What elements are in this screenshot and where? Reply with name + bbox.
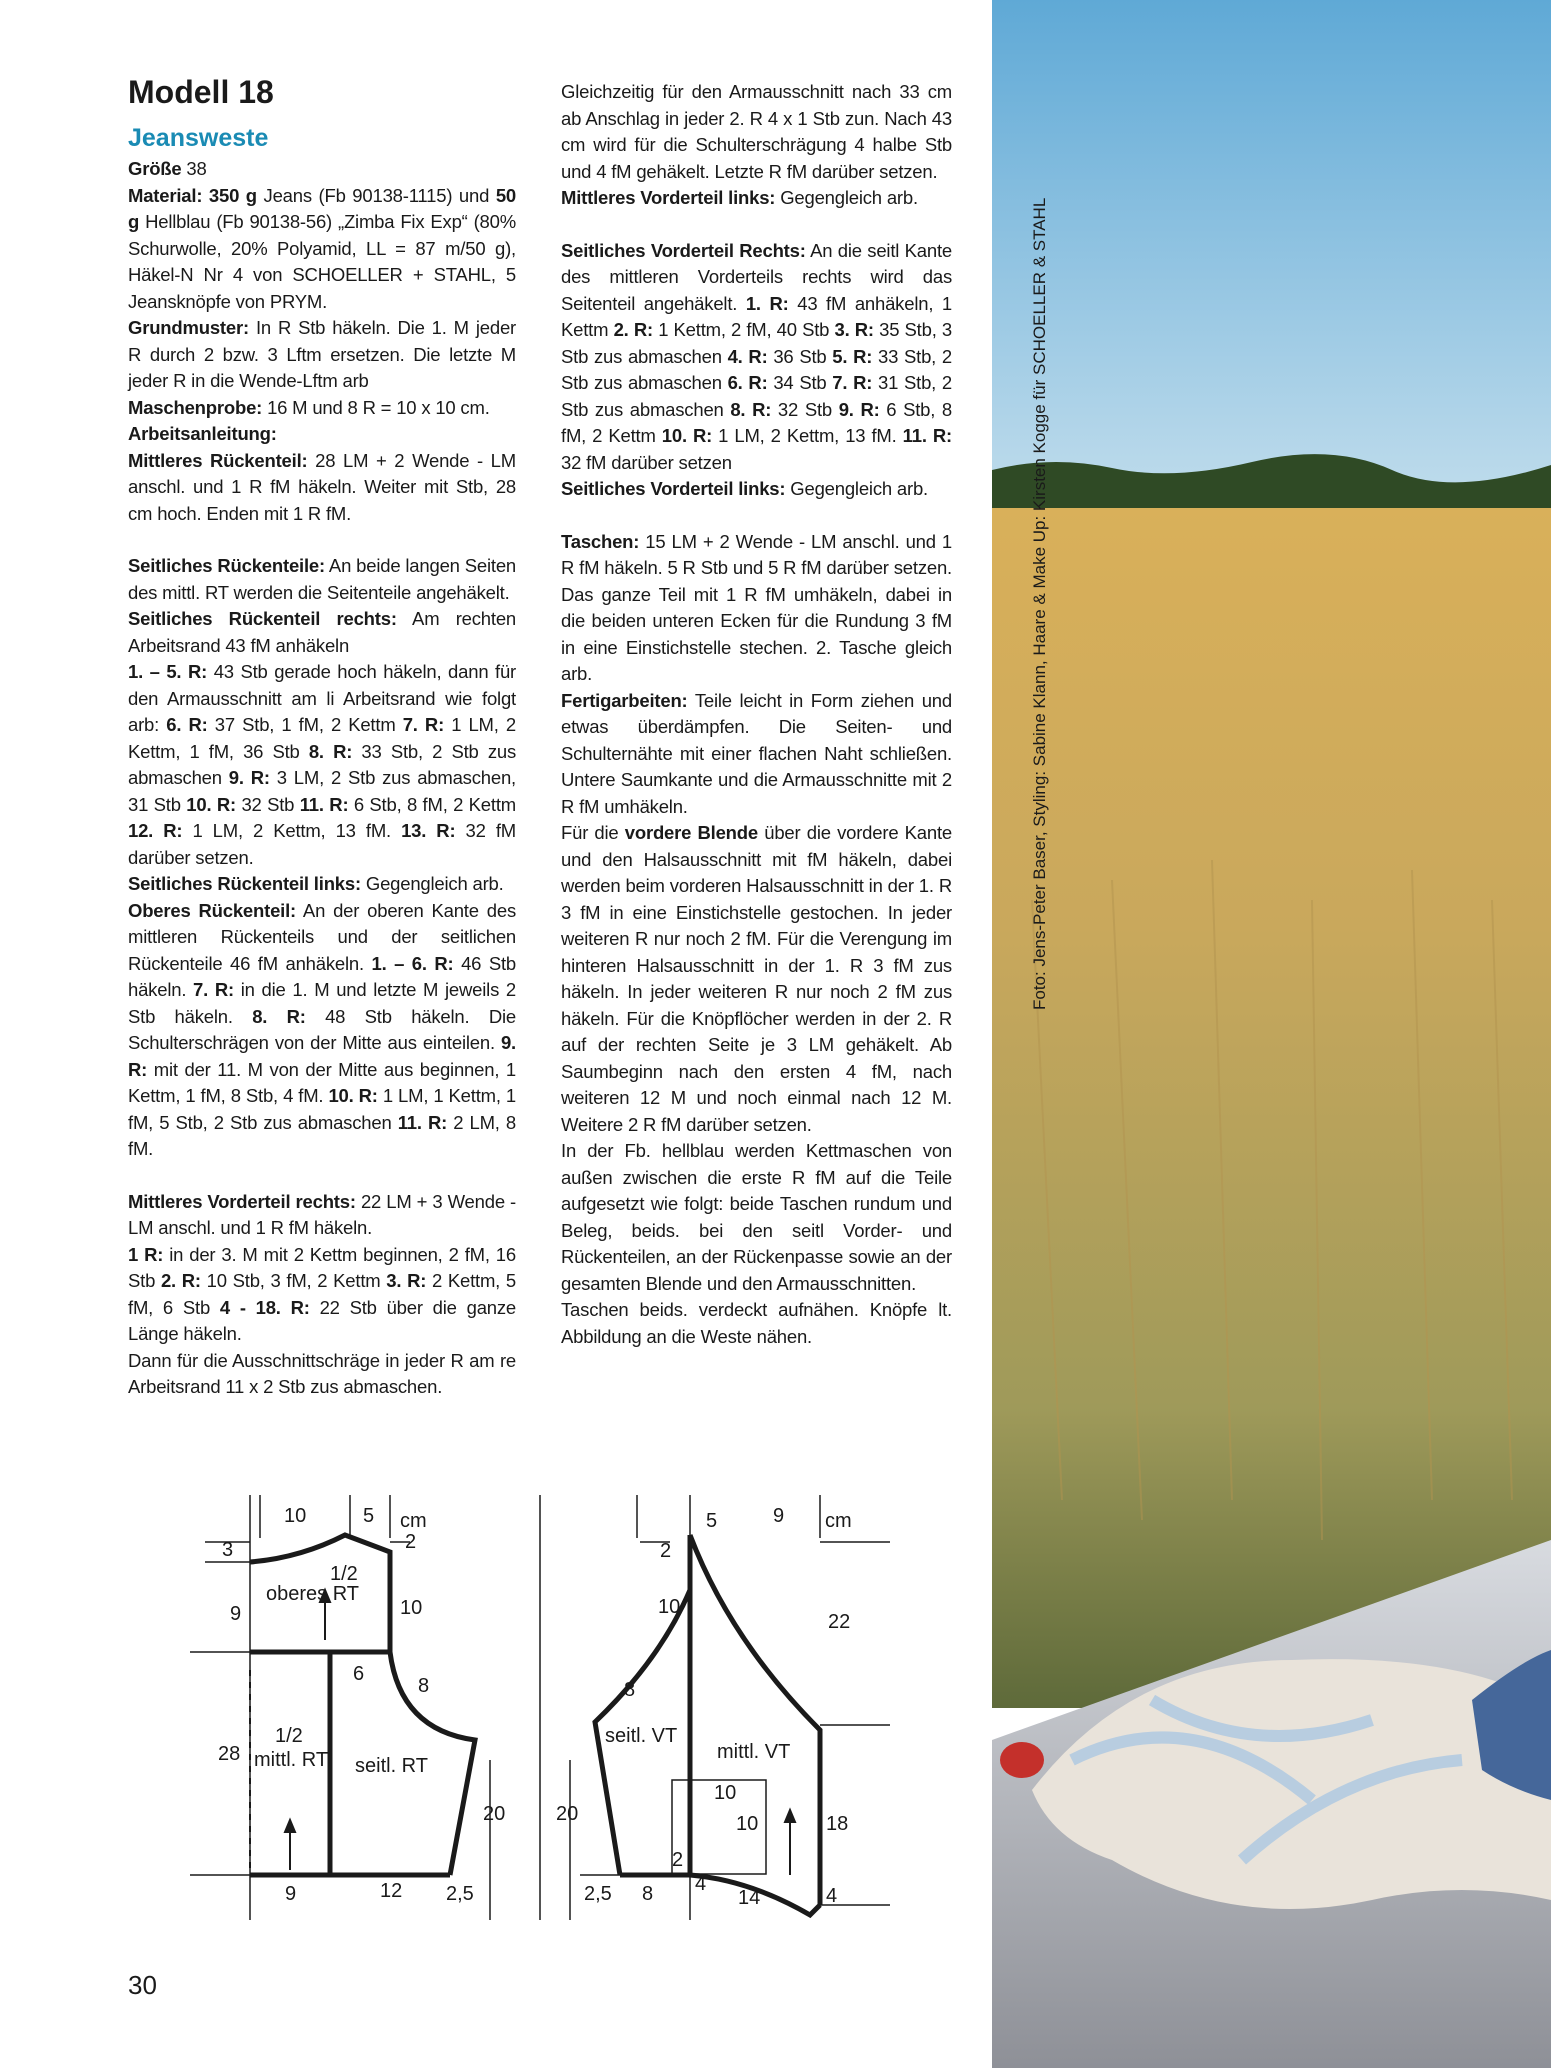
dim-cm-front: cm — [825, 1510, 852, 1532]
dim-9-back: 9 — [230, 1603, 242, 1625]
back-guide-lines — [190, 1495, 490, 1920]
paragraph-oberes-rueckenteil: Oberes Rückenteil: An der oberen Kante des mittleren Rückenteils und der seitlichen Rückenteile 46 fM anhäkeln. 1. – 6. R: 46 Stb häkeln. 7. R: in die 1. M und letzte M jeweils 2 Stb häkeln. 8. R: 48 Stb häkeln. Die Schulterschrägen von der Mitte aus einteilen. 9. R: mit der 11. M von der Mitte aus beginnen, 1 Kettm, 1 fM, 8 Stb, 4 fM. 10. R: 1 LM, 1 Kettm, 1 fM, 5 Stb, 2 Stb zus abmaschen 11. R: 2 LM, 8 fM. — [128, 899, 517, 1159]
label-mittl-vt: mittl. VT — [717, 1741, 791, 1763]
dim-4-pocket: 4 — [695, 1873, 707, 1895]
dim-28-back: 28 — [218, 1743, 241, 1765]
dim-12-bottom: 12 — [380, 1880, 403, 1902]
dim-8-back: 8 — [418, 1675, 430, 1697]
dim-2-back: 2 — [405, 1531, 417, 1553]
label-half-oberes: 1/2 — [330, 1563, 358, 1585]
model-title: Modell 18 — [128, 74, 274, 110]
dim-cm-back: cm — [400, 1510, 427, 1532]
paragraph-kettmaschen: In der Fb. hellblau werden Kettmaschen von außen zwischen die erste R fM auf die Teile aufgesetzt wie folgt: beide Taschen rundum und Beleg, beids. bei den seitl Vorder- und Rückenteilen, an der Rückenpasse sowie an der gesamten Blende und den Armausschnitten. — [561, 1140, 952, 1294]
label-mittl-rt: mittl. RT — [254, 1749, 329, 1771]
instructions-column-2 — [561, 79, 952, 1350]
dim-5-top: 5 — [363, 1505, 375, 1527]
paragraph-size: Größe 38 — [128, 158, 207, 179]
label-seitl-vt: seitl. VT — [605, 1725, 678, 1747]
dim-8-bottom-front: 8 — [642, 1883, 654, 1905]
label-oberes-rt: oberes RT — [266, 1583, 360, 1605]
dim-5-front: 5 — [706, 1510, 718, 1532]
paragraph-armausschnitt: Gleichzeitig für den Armausschnitt nach 33 cm ab Anschlag in jeder 2. R 4 x 1 Stb zun. Nach 43 cm wird für die Schulterschrägung 4 halbe Stb und 4 fM gehäkelt. Letzte R fM darüber setzen. — [561, 81, 952, 182]
paragraph-vorderteil-links: Mittleres Vorderteil links: Gegengleich arb. — [561, 187, 918, 208]
paragraph-rueckenteil-rechts: Seitliches Rückenteil rechts: Am rechten Arbeitsrand 43 fM anhäkeln — [128, 608, 516, 656]
label-seitl-rt: seitl. RT — [355, 1755, 428, 1777]
paragraph-taschen: Taschen: 15 LM + 2 Wende - LM anschl. und 1 R fM häkeln. 5 R Stb und 5 R fM darüber setzen. Das ganze Teil mit 1 R fM umhäkeln, dabei in die beiden unteren Ecken für die Rundung 3 fM in eine Einstichstelle stechen. 2. Tasche gleich arb. — [561, 530, 952, 684]
dim-2-5-front: 2,5 — [584, 1883, 612, 1905]
dim-14-bottom: 14 — [738, 1887, 761, 1909]
dim-10-pocket-h: 10 — [736, 1813, 759, 1835]
schematic-diagrams — [150, 1490, 890, 1930]
paragraph-seitliches-vorderteil-links: Seitliches Vorderteil links: Gegengleich arb. — [561, 478, 928, 499]
paragraph-vorderteil-rows: 1 R: in der 3. M mit 2 Kettm beginnen, 2 fM, 16 Stb 2. R: 10 Stb, 3 fM, 2 Kettm 3. R: 2 Kettm, 5 fM, 6 Stb 4 - 18. R: 22 Stb über die ganze Länge häkeln. — [128, 1243, 517, 1344]
front-guide-lines — [540, 1495, 890, 1920]
photo-wheat-field-sandal — [992, 0, 1551, 2068]
dim-10-pocket-w: 10 — [714, 1782, 737, 1804]
dim-9-front: 9 — [773, 1505, 785, 1527]
dim-2-pocket: 2 — [672, 1849, 684, 1871]
instructions-column-1 — [128, 156, 516, 1401]
grain-arrows-front — [785, 1810, 795, 1875]
paragraph-fertigarbeiten: Fertigarbeiten: Teile leicht in Form ziehen und etwas überdämpfen. Die Seiten- und Schulternähte mit einer flachen Naht schließen. Untere Saumkante und die Armausschnitte mit 2 R fM umhäkeln. — [561, 689, 952, 817]
paragraph-vordere-blende: Für die vordere Blende über die vordere Kante und den Halsausschnitt mit fM häkeln, dabei werden beim vorderen Halsausschnitt in der 1. R 3 fM in eine Einstichstelle gestochen. In jeder weiteren R nur noch 2 fM. Für die Verengung im hinteren Halsausschnitt in der 1. R 3 fM zus häkeln. In jeder weiteren R nur noch 2 fM zus häkeln. Für die Knöpflöcher werden in der 2. R auf der rechten Seite je 3 LM gehäkelt. Ab Saumbeginn nach den ersten 4 fM, nach weiteren 12 M und noch einmal nach 12 M. Weitere 2 R fM darüber setzen. — [561, 822, 953, 1135]
dim-20-front: 20 — [556, 1803, 579, 1825]
dim-22-front: 22 — [828, 1611, 851, 1633]
paragraph-seitliches-rueckenteile: Seitliches Rückenteile: An beide langen Seiten des mittl. RT werden die Seitenteile angehäkelt. — [128, 555, 516, 603]
paragraph-mittleres-rueckenteil: Mittleres Rückenteil: 28 LM + 2 Wende - LM anschl. und 1 R fM häkeln. Weiter mit Stb, 28 cm hoch. Enden mit 1 R fM. — [128, 449, 516, 524]
dim-6-back: 6 — [353, 1663, 365, 1685]
paragraph-rueckenteil-links: Seitliches Rückenteil links: Gegengleich arb. — [128, 873, 504, 894]
dim-10-top: 10 — [284, 1505, 307, 1527]
model-subtitle: Jeansweste — [128, 124, 269, 152]
dim-4-bottom: 4 — [826, 1885, 838, 1907]
page-number: 30 — [128, 1970, 157, 2000]
label-half-mittl: 1/2 — [275, 1725, 303, 1747]
paragraph-taschen-aufnaehen: Taschen beids. verdeckt aufnähen. Knöpfe lt. Abbildung an die Weste nähen. — [561, 1299, 952, 1347]
dim-2-front: 2 — [660, 1540, 672, 1562]
paragraph-ausschnittschraege: Dann für die Ausschnittschräge in jeder R am re Arbeitsrand 11 x 2 Stb zus abmaschen. — [128, 1349, 516, 1397]
dim-2-5-back: 2,5 — [446, 1883, 474, 1905]
paragraph-mittleres-vorderteil-rechts: Mittleres Vorderteil rechts: 22 LM + 3 Wende - LM anschl. und 1 R fM häkeln. — [128, 1190, 516, 1238]
paragraph-material: Material: 350 g Jeans (Fb 90138-1115) und 50 g Hellblau (Fb 90138-56) „Zimba Fix Exp“ (80% Schurwolle, 20% Polyamid, LL = 87 m/50 g), Häkel-N Nr 4 von SCHOELLER + STAHL, 5 Jeansknöpfe von PRYM. — [128, 184, 516, 312]
photo-credit: Foto: Jens-Peter Baser, Styling: Sabine Klann, Haare & Make Up: Kirsten Kogge für SCHOELLER & STAHL — [1030, 197, 1049, 1010]
paragraph-grundmuster: Grundmuster: In R Stb häkeln. Die 1. M jeder R durch 2 bzw. 3 Lftm ersetzen. Die letzte M jeder R in die Wende-Lftm arb — [128, 317, 516, 391]
paragraph-maschenprobe: Maschenprobe: 16 M und 8 R = 10 x 10 cm. — [128, 396, 490, 418]
paragraph-rueckenteil-rows: 1. – 5. R: 43 Stb gerade hoch häkeln, dann für den Armausschnitt am li Arbeitsrand wie folgt arb: 6. R: 37 Stb, 1 fM, 2 Kettm 7. R: 1 LM, 2 Kettm, 1 fM, 36 Stb 8. R: 33 Stb, 2 Stb zus abmaschen 9. R: 3 LM, 2 Stb zus abmaschen, 31 Stb 10. R: 32 Stb 11. R: 6 Stb, 8 fM, 2 Kettm 12. R: 1 LM, 2 Kettm, 13 fM. 13. R: 32 fM darüber setzen. — [128, 661, 517, 868]
dim-20-back: 20 — [483, 1803, 506, 1825]
dim-18-front: 18 — [826, 1813, 849, 1835]
photo-svg — [992, 0, 1551, 2068]
dim-10-front: 10 — [658, 1596, 681, 1618]
paragraph-seitliches-vorderteil-rechts: Seitliches Vorderteil Rechts: An die seitl Kante des mittleren Vorderteils rechts wird das Seitenteil angehäkelt. 1. R: 43 fM anhäkeln, 1 Kettm 2. R: 1 Kettm, 2 fM, 40 Stb 3. R: 35 Stb, 3 Stb zus abmaschen 4. R: 36 Stb 5. R: 33 Stb, 2 Stb zus abmaschen 6. R: 34 Stb 7. R: 31 Stb, 2 Stb zus abmaschen 8. R: 32 Stb 9. R: 6 Stb, 8 fM, 2 Kettm 10. R: 1 LM, 2 Kettm, 13 fM. 11. R: 32 fM darüber setzen — [561, 239, 953, 473]
dim-8-front: 8 — [624, 1679, 636, 1701]
dim-10-side: 10 — [400, 1597, 423, 1619]
schematic-svg — [150, 1490, 890, 1930]
dim-3-back: 3 — [222, 1539, 234, 1561]
paragraph-arbeitsanleitung: Arbeitsanleitung: — [128, 423, 277, 444]
dim-9-bottom: 9 — [285, 1883, 297, 1905]
